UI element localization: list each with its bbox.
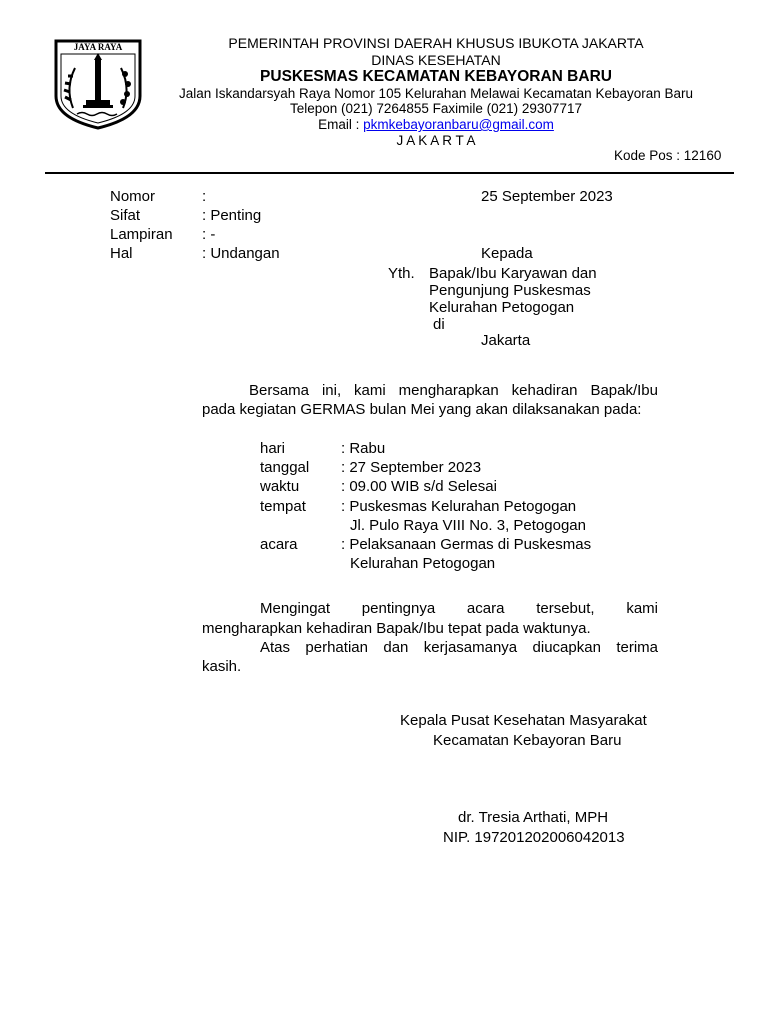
header-address: Jalan Iskandarsyah Raya Nomor 105 Kelurahan Melawai Kecamatan Kebayoran Baru <box>178 86 694 101</box>
header-divider <box>45 172 734 174</box>
hal-value: : Undangan <box>202 245 280 262</box>
letter-date: 25 September 2023 <box>481 188 613 205</box>
recipient-kepada: Kepada <box>481 245 533 262</box>
lampiran-label: Lampiran <box>110 226 173 243</box>
recipient-line-2: Pengunjung Puskesmas <box>429 282 591 299</box>
header-email-line <box>52 117 768 133</box>
detail-hari-value: : Rabu <box>341 440 386 457</box>
lampiran-value: : - <box>202 226 216 243</box>
detail-tempat-value-2: Jl. Pulo Raya VIII No. 3, Petogogan <box>350 517 586 534</box>
header-institution-name: PUSKESMAS KECAMATAN KEBAYORAN BARU <box>260 68 612 85</box>
detail-hari-label: hari <box>260 440 286 457</box>
detail-tempat-value: : Puskesmas Kelurahan Petogogan <box>341 498 577 515</box>
detail-acara-value-2: Kelurahan Petogogan <box>350 555 496 572</box>
header-postal-code: Kode Pos : 12160 <box>614 148 722 163</box>
closing1-line-2: mengharapkan kehadiran Bapak/Ibu tepat pada waktunya. <box>202 620 591 637</box>
header-government-line: PEMERINTAH PROVINSI DAERAH KHUSUS IBUKOTA JAKARTA <box>228 35 644 51</box>
signature-name: dr. Tresia Arthati, MPH <box>458 809 609 826</box>
header-city: J A K A R T A <box>396 133 476 148</box>
header-phone: Telepon (021) 7264855 Faximile (021) 29307717 <box>290 101 582 116</box>
detail-tanggal-label: tanggal <box>260 459 310 476</box>
sifat-label: Sifat <box>110 207 141 224</box>
intro-line-1: Bersama ini, kami mengharapkan kehadiran Bapak/Ibu <box>249 382 658 399</box>
detail-acara-value: : Pelaksanaan Germas di Puskesmas <box>341 536 592 553</box>
recipient-yth: Yth. <box>388 265 415 282</box>
nomor-value: : <box>202 188 207 205</box>
closing1-line-1: Mengingat pentingnya acara tersebut, kami <box>260 600 658 617</box>
sifat-value: : Penting <box>202 207 262 224</box>
signature-nip: NIP. 197201202006042013 <box>443 829 625 846</box>
hal-label: Hal <box>110 245 133 262</box>
closing2-line-2: kasih. <box>202 658 242 675</box>
recipient-city: Jakarta <box>481 332 531 349</box>
detail-tanggal-value: : 27 September 2023 <box>341 459 482 476</box>
detail-waktu-label: waktu <box>260 478 300 495</box>
nomor-label: Nomor <box>110 188 156 205</box>
signature-title-2: Kecamatan Kebayoran Baru <box>433 732 622 749</box>
header-email-label: Email : <box>318 117 364 132</box>
recipient-line-1: Bapak/Ibu Karyawan dan <box>429 265 597 282</box>
header-email-link[interactable]: pkmkebayoranbaru@gmail.com <box>363 117 554 132</box>
svg-text:JAYA RAYA: JAYA RAYA <box>73 42 123 52</box>
detail-waktu-value: : 09.00 WIB s/d Selesai <box>341 478 497 495</box>
intro-line-2: pada kegiatan GERMAS bulan Mei yang akan dilaksanakan pada: <box>202 401 642 418</box>
header-department-line: DINAS KESEHATAN <box>371 52 501 68</box>
closing2-line-1: Atas perhatian dan kerjasamanya diucapkan terima <box>260 639 658 656</box>
detail-tempat-label: tempat <box>260 498 306 515</box>
recipient-di: di <box>433 316 445 333</box>
signature-title-1: Kepala Pusat Kesehatan Masyarakat <box>400 712 647 729</box>
recipient-line-3: Kelurahan Petogogan <box>429 299 575 316</box>
detail-acara-label: acara <box>260 536 298 553</box>
